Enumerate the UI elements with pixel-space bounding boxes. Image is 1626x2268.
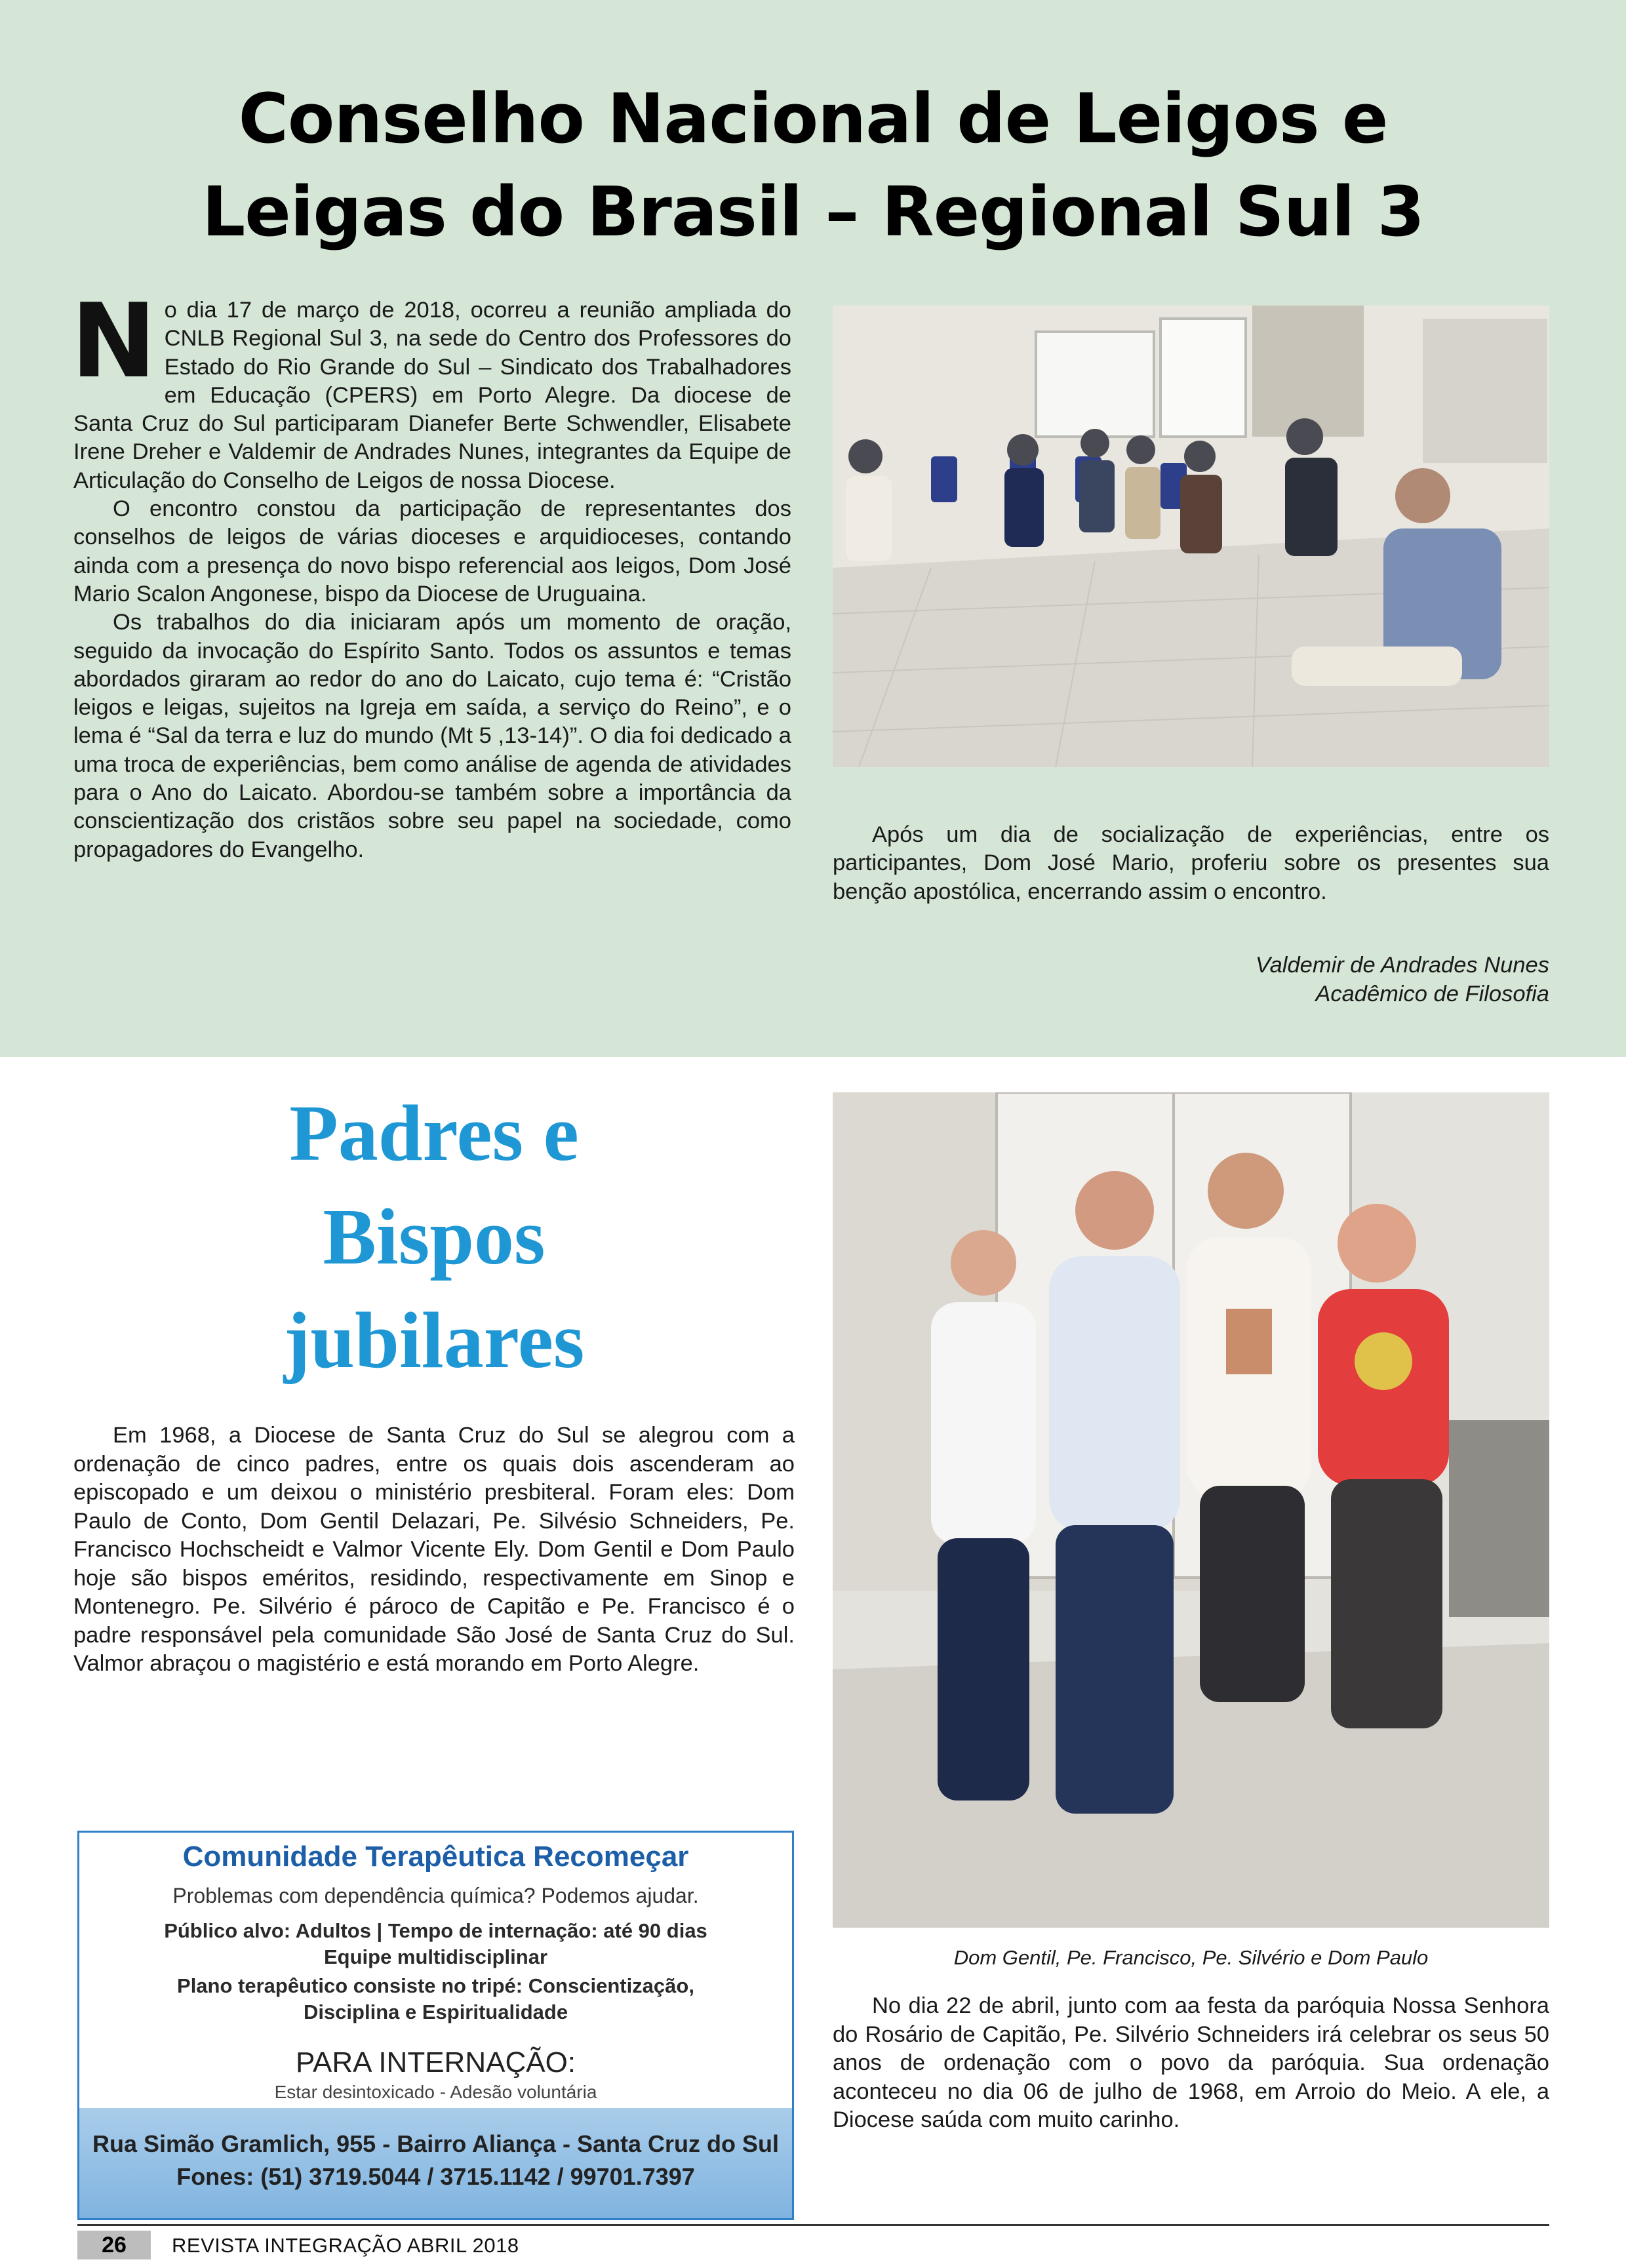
article-closing xyxy=(833,821,1549,906)
ad-admission-heading: PARA INTERNAÇÃO: xyxy=(295,2046,576,2079)
article-paragraph xyxy=(71,281,791,495)
ad-phones: Fones: (51) 3719.5044 / 3715.1142 / 99701.7397 xyxy=(176,2163,695,2190)
article-paragraph: Os trabalhos do dia iniciaram após um momento de oração, seguido da invocação do Espírito Santo. Todos os assuntos e temas abordados giraram ao redor do ano do Laicato, cujo tema é: “Cristão leigos e leigas, sujeitos na Igreja em saída, a serviço do Reino”, e o lema é “Sal da terra e luz do mundo (Mt 5 ,13-14)”. O dia foi dedicado a uma troca de experiências, bem como análise de agenda de atividades para o Ano do Laicato. Abordou-se também sobre a importância da conscientização dos cristãos sobre seu papel na sociedade, como propagadores do Evangelho. xyxy=(73,610,791,862)
ad-subtitle: Problemas com dependência química? Podemos ajudar. xyxy=(172,1884,699,1907)
article-paragraph: No dia 22 de abril, junto com aa festa da paróquia Nossa Senhora do Rosário de Capitão, Pe. Silvério Schneiders irá celebrar os seus 50 anos de ordenação com o povo da paróquia. Sua ordenação aconteceu no dia 06 de julho de 1968, em Arroio do Meio. A ele, a Diocese saúda com muito carinho. xyxy=(833,1993,1549,2132)
advertisement-recomecar xyxy=(77,1831,794,2220)
meeting-photo xyxy=(833,306,1549,767)
article-paragraph: Em 1968, a Diocese de Santa Cruz do Sul se alegrou com a ordenação de cinco padres, entre os quais dois ascenderam ao episcopado e um deixou o ministério presbiteral. Foram eles: Dom Paulo de Conto, Dom Gentil Delazari, Pe. Silvésio Schneiders, Pe. Francisco Hochscheidt e Valmor Vicente Ely. Dom Gentil e Dom Paulo hoje são bispos eméritos, residindo, respectivamente em Sinop e Montenegro. Pe. Silvério é pároco de Capitão e Pe. Francisco é o padre responsável pela comunidade São José de Santa Cruz do Sul. Valmor abraçou o magistério e está morando em Porto Alegre. xyxy=(73,1423,795,1676)
main-title-line2: Leigas do Brasil – Regional Sul 3 xyxy=(201,172,1425,252)
ad-address: Rua Simão Gramlich, 955 - Bairro Aliança - Santa Cruz do Sul xyxy=(92,2130,779,2157)
author-name: Valdemir de Andrades Nunes xyxy=(1255,953,1549,978)
article-paragraph: O encontro constou da participação de representantes dos conselhos de leigos de várias dioceses e arquidioceses, contando ainda com a presença do novo bispo referencial aos leigos, Dom José Mario Scalon Angonese, bispo da Diocese de Uruguaina. xyxy=(73,496,791,607)
main-title-line1: Conselho Nacional de Leigos e xyxy=(238,79,1388,159)
magazine-name: REVISTA INTEGRAÇÃO ABRIL 2018 xyxy=(172,2234,519,2257)
page-number: 26 xyxy=(77,2231,151,2259)
jubilee-title-line3: jubilares xyxy=(283,1296,585,1385)
footer-divider xyxy=(77,2224,1549,2226)
article-cnlb-body xyxy=(71,281,791,864)
ad-title: Comunidade Terapêutica Recomeçar xyxy=(182,1840,689,1873)
jubilee-article-body xyxy=(73,1422,795,1679)
ad-team: Equipe multidisciplinar xyxy=(323,1945,548,1968)
article-paragraph-text: o dia 17 de março de 2018, ocorreu a reunião ampliada do CNLB Regional Sul 3, na sede do Centro dos Professores do Estado do Rio Grande do Sul – Sindicato dos Trabalhadores em Educação (CPERS) em Porto Alegre. Da diocese de Santa Cruz do Sul participaram Dianefer Berte Schwendler, Elisabete Irene Dreher e Valdemir de Andrades Nunes, integrantes da Equipe de Articulação do Conselho de Leigos de nossa Diocese. xyxy=(73,298,791,493)
jubilee-title xyxy=(73,1082,795,1393)
ad-plan: Plano terapêutico consiste no tripé: Conscientização, xyxy=(177,1974,694,1997)
ad-target-audience: Público alvo: Adultos | Tempo de internação: até 90 dias xyxy=(164,1919,707,1942)
photo-caption: Dom Gentil, Pe. Francisco, Pe. Silvério e Dom Paulo xyxy=(953,1946,1429,1969)
main-title xyxy=(0,72,1626,258)
ad-admission-requirements: Estar desintoxicado - Adesão voluntária xyxy=(274,2082,597,2102)
jubilee-title-line1: Padres e xyxy=(289,1089,579,1178)
priests-photo xyxy=(833,1092,1549,1928)
closing-paragraph: Após um dia de socialização de experiências, entre os participantes, Dom José Mario, proferiu sobre os presentes sua benção apostólica, encerrando assim o encontro. xyxy=(833,822,1549,904)
ad-plan-continued: Disciplina e Espiritualidade xyxy=(303,2000,568,2023)
drop-cap: N xyxy=(71,281,157,401)
jubilee-article-continued xyxy=(833,1992,1549,2135)
ad-contact-band xyxy=(79,2108,792,2220)
article-signature xyxy=(833,951,1549,1008)
jubilee-title-line2: Bispos xyxy=(323,1193,545,1281)
author-title: Acadêmico de Filosofia xyxy=(1315,982,1549,1006)
